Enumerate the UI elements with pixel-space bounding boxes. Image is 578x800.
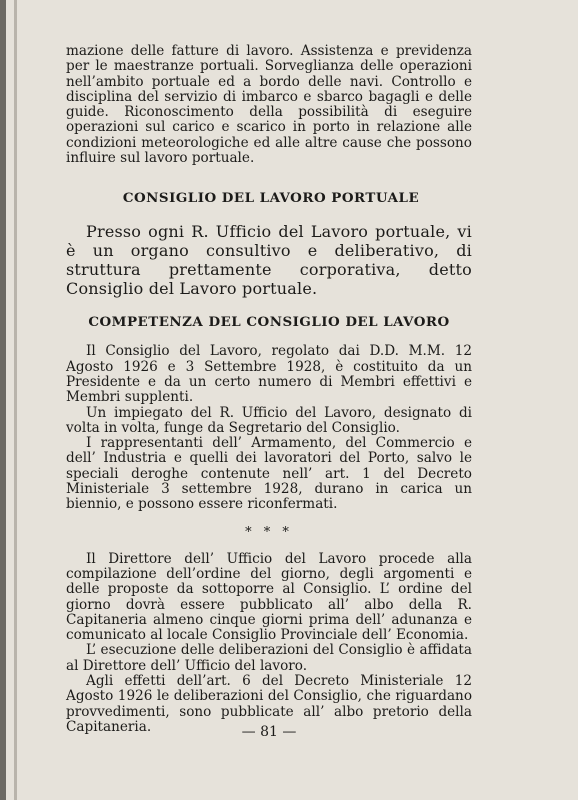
section-heading-competenza: COMPETENZA DEL CONSIGLIO DEL LAVORO [88, 314, 450, 331]
paragraph-direttore: Il Direttore dell’ Ufficio del Lavoro procede alla compilazione dell’ordine del giorno, degli argomenti e delle proposte da sottoporre al Consiglio. L’ ordine del giorno dovrà essere pubblicato all’ albo della R. Capitaneria almeno cinque giorni prima dell’ adunanza e comunicato al locale Consiglio Provinciale dell’ Economia. [66, 550, 472, 644]
lead-paragraph: Presso ogni R. Ufficio del Lavoro portuale, vi è un organo consultivo e deliberativo, di struttura prettamente corporativa, detto Consiglio del Lavoro portuale. [66, 222, 472, 299]
paragraph-esecuzione: L’ esecuzione delle deliberazioni del Consiglio è affidata al Direttore dell’ Ufficio del lavoro. [66, 642, 472, 674]
paragraph-rappresentanti: I rappresentanti dell’ Armamento, del Commercio e dell’ Industria e quelli dei lavoratori del Porto, salvo le speciali deroghe contenute nell’ art. 1 del Decreto Ministeriale 3 settembre 1928, durano in carica un biennio, e possono essere riconfermati. [66, 435, 472, 513]
paragraph-effetti: Agli effetti dell’art. 6 del Decreto Ministeriale 12 Agosto 1926 le deliberazioni del Consiglio, che riguardano provvedimenti, sono pubblicate all’ albo pretorio della Capitaneria. [66, 673, 472, 735]
paragraph-continued: mazione delle fatture di lavoro. Assistenza e previdenza per le maestranze portuali. Sorveglianza delle operazioni nell’ambito portuale ed a bordo delle navi. Controllo e disciplina del servizio di imbarco e sbarco bagagli e delle guide. Riconoscimento della possibilità di eseguire operazioni sul carico e scarico in porto in relazione alle condizioni meteorologiche ed alle altre cause che possono influire sul lavoro portuale. [66, 43, 472, 167]
book-binding-edge [0, 0, 6, 800]
page-edge-line [14, 0, 17, 800]
section-separator: * * * [245, 524, 293, 540]
paragraph-segretario: Un impiegato del R. Ufficio del Lavoro, designato di volta in volta, funge da Segretario del Consiglio. [66, 404, 472, 436]
section-heading-consiglio: CONSIGLIO DEL LAVORO PORTUALE [122, 190, 420, 207]
paragraph-consiglio-regolato: Il Consiglio del Lavoro, regolato dai D.D. M.M. 12 Agosto 1926 e 3 Settembre 1928, è costituito da un Presidente e da un certo numero di Membri effettivi e Membri supplenti. [66, 343, 472, 406]
page-content [66, 43, 472, 740]
page-number: — 81 — [241, 724, 297, 740]
